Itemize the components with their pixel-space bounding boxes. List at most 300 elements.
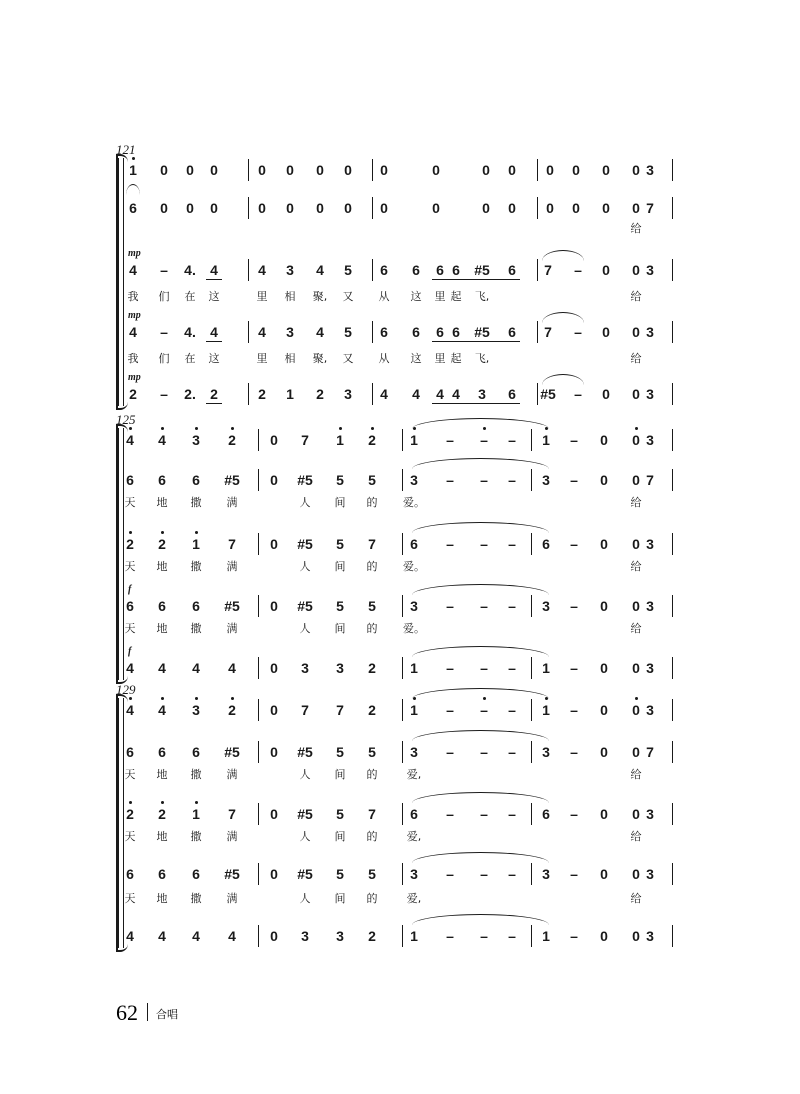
lyric-syllable: 给	[630, 892, 642, 905]
note: 6	[126, 744, 134, 760]
high-octave-dot	[231, 697, 234, 700]
note: #5	[474, 262, 490, 278]
note: 6	[410, 806, 418, 822]
lyric-syllable: 相	[284, 352, 296, 365]
tie-arc	[542, 374, 584, 385]
note: –	[574, 262, 582, 278]
note: 0	[602, 386, 610, 402]
system-barline	[123, 428, 124, 680]
note: 3	[410, 472, 418, 488]
note: 0	[380, 162, 388, 178]
beam-underline	[432, 341, 520, 342]
note: –	[570, 536, 578, 552]
lyric-syllable: 地	[156, 622, 168, 635]
note: 0	[286, 162, 294, 178]
note: 2	[126, 806, 134, 822]
slur-arc	[412, 522, 549, 533]
note: 4	[126, 432, 134, 448]
note: 2	[368, 928, 376, 944]
measure-barline	[537, 159, 538, 181]
note: 0	[632, 536, 640, 552]
note: 3	[542, 598, 550, 614]
note: 0	[344, 162, 352, 178]
note: 0	[546, 162, 554, 178]
note: 5	[336, 536, 344, 552]
measure-barline	[258, 429, 259, 451]
lyric-syllable: 天	[124, 622, 136, 635]
tie-arc	[542, 312, 584, 323]
note: 4	[129, 324, 137, 340]
note: 5	[336, 744, 344, 760]
note: 4	[412, 386, 420, 402]
measure-barline	[672, 429, 673, 451]
note: –	[508, 928, 516, 944]
measure-barline	[531, 429, 532, 451]
note: 0	[270, 744, 278, 760]
measure-barline	[402, 863, 403, 885]
measure-barline	[531, 741, 532, 763]
note: 7	[336, 702, 344, 718]
note: 1	[542, 660, 550, 676]
measure-barline	[531, 803, 532, 825]
note: 3	[646, 702, 654, 718]
measure-barline	[672, 699, 673, 721]
measure-barline	[531, 469, 532, 491]
measure-barline	[531, 533, 532, 555]
note: 6	[542, 806, 550, 822]
note: 3	[192, 432, 200, 448]
note: 3	[336, 660, 344, 676]
lyric-syllable: 里	[256, 290, 268, 303]
note: 7	[228, 806, 236, 822]
lyric-syllable: 地	[156, 830, 168, 843]
note: 4	[158, 702, 166, 718]
note: 0	[600, 598, 608, 614]
note: –	[480, 536, 488, 552]
lyric-syllable: 人	[299, 496, 311, 509]
note: 7	[301, 432, 309, 448]
lyric-syllable: 给	[630, 222, 642, 235]
high-octave-dot	[161, 697, 164, 700]
lyric-syllable: 从	[378, 290, 390, 303]
note: 0	[632, 598, 640, 614]
note: 4.	[184, 262, 196, 278]
note: –	[446, 928, 454, 944]
slur-arc	[412, 688, 549, 699]
measure-barline	[531, 925, 532, 947]
measure-barline	[402, 469, 403, 491]
note: 0	[344, 200, 352, 216]
note: 0	[210, 162, 218, 178]
note: 5	[336, 472, 344, 488]
note: 3	[646, 598, 654, 614]
slur-arc	[412, 584, 549, 595]
note: 0	[600, 928, 608, 944]
note: –	[570, 744, 578, 760]
note: 0	[270, 536, 278, 552]
note: 0	[572, 200, 580, 216]
measure-barline	[531, 657, 532, 679]
measure-barline	[672, 925, 673, 947]
note: –	[446, 536, 454, 552]
note: 6	[126, 866, 134, 882]
dynamic-marking: mp	[128, 310, 141, 321]
lyric-syllable: 爱。	[403, 496, 425, 509]
high-octave-dot	[195, 531, 198, 534]
note: 6	[508, 324, 516, 340]
note: 0	[186, 200, 194, 216]
note: 0	[316, 200, 324, 216]
slur-arc	[412, 852, 549, 863]
measure-barline	[672, 321, 673, 343]
note: 0	[632, 928, 640, 944]
note: –	[508, 598, 516, 614]
note: 5	[368, 866, 376, 882]
note: 2	[129, 386, 137, 402]
measure-barline	[672, 259, 673, 281]
lyric-syllable: 撒	[190, 830, 202, 843]
note: 7	[301, 702, 309, 718]
note: 6	[436, 324, 444, 340]
lyric-syllable: 撒	[190, 496, 202, 509]
note: 3	[192, 702, 200, 718]
note: 7	[646, 744, 654, 760]
lyric-syllable: 满	[226, 560, 238, 573]
note: 1	[410, 702, 418, 718]
note: #5	[297, 866, 313, 882]
lyric-syllable: 爱。	[403, 622, 425, 635]
note: 3	[344, 386, 352, 402]
measure-barline	[402, 429, 403, 451]
high-octave-dot	[129, 801, 132, 804]
system-barline	[123, 698, 124, 948]
note: 0	[632, 660, 640, 676]
note: 0	[600, 472, 608, 488]
high-octave-dot	[161, 801, 164, 804]
lyric-syllable: 间	[334, 892, 346, 905]
note: 1	[192, 536, 200, 552]
note: –	[570, 598, 578, 614]
note: 0	[270, 598, 278, 614]
measure-barline	[672, 469, 673, 491]
lyric-syllable: 的	[366, 622, 378, 635]
slur-arc	[412, 458, 549, 469]
high-octave-dot	[231, 427, 234, 430]
note: 6	[542, 536, 550, 552]
note: 5	[368, 744, 376, 760]
note: 3	[646, 262, 654, 278]
note: 4	[126, 928, 134, 944]
note: –	[480, 806, 488, 822]
lyric-syllable: 天	[124, 830, 136, 843]
measure-barline	[672, 197, 673, 219]
note: 0	[316, 162, 324, 178]
measure-barline	[248, 259, 249, 281]
lyric-syllable: 又	[342, 290, 354, 303]
footer-divider	[147, 1003, 148, 1021]
measure-barline	[372, 159, 373, 181]
note: 4	[158, 432, 166, 448]
lyric-syllable: 撒	[190, 892, 202, 905]
measure-barline	[672, 657, 673, 679]
note: 0	[632, 432, 640, 448]
lyric-syllable: 满	[226, 768, 238, 781]
note: 7	[544, 262, 552, 278]
lyric-syllable: 给	[630, 352, 642, 365]
note: 0	[602, 262, 610, 278]
note: 2	[228, 702, 236, 718]
lyric-syllable: 从	[378, 352, 390, 365]
note: 0	[286, 200, 294, 216]
note: 4	[192, 928, 200, 944]
lyric-syllable: 给	[630, 560, 642, 573]
dynamic-marking: mp	[128, 372, 141, 383]
high-octave-dot	[129, 697, 132, 700]
note: –	[160, 324, 168, 340]
note: #5	[297, 744, 313, 760]
measure-barline	[531, 595, 532, 617]
system-bracket	[116, 158, 119, 406]
note: 0	[632, 702, 640, 718]
lyric-syllable: 天	[124, 892, 136, 905]
system-number: 129	[116, 682, 136, 697]
note: –	[446, 472, 454, 488]
measure-barline	[531, 699, 532, 721]
lyric-syllable: 的	[366, 830, 378, 843]
lyric-syllable: 人	[299, 560, 311, 573]
slur-arc	[412, 646, 549, 657]
measure-barline	[531, 863, 532, 885]
note: 5	[344, 324, 352, 340]
note: 6	[158, 598, 166, 614]
note: –	[480, 598, 488, 614]
note: 1	[542, 432, 550, 448]
note: –	[574, 324, 582, 340]
lyric-syllable: 这	[410, 352, 422, 365]
note: 7	[646, 200, 654, 216]
note: 5	[368, 598, 376, 614]
lyric-syllable: 起	[450, 352, 462, 365]
note: #5	[224, 598, 240, 614]
note: 7	[228, 536, 236, 552]
lyric-syllable: 聚,	[312, 290, 328, 303]
system-number: 121	[116, 142, 136, 157]
note: 4	[316, 324, 324, 340]
note: 7	[544, 324, 552, 340]
note: 3	[646, 928, 654, 944]
note: 3	[301, 660, 309, 676]
lyric-syllable: 人	[299, 622, 311, 635]
note: 0	[600, 866, 608, 882]
measure-barline	[248, 321, 249, 343]
note: 0	[482, 162, 490, 178]
note: 3	[646, 866, 654, 882]
note: 0	[270, 432, 278, 448]
note: 3	[410, 866, 418, 882]
page-number: 62	[116, 1000, 138, 1025]
note: 4	[258, 262, 266, 278]
lyric-syllable: 给	[630, 496, 642, 509]
note: 0	[632, 866, 640, 882]
note: 7	[646, 472, 654, 488]
note: 6	[412, 262, 420, 278]
note: 6	[126, 598, 134, 614]
note: –	[508, 744, 516, 760]
slur-arc	[412, 418, 549, 429]
slur-arc	[412, 914, 549, 925]
note: 4.	[184, 324, 196, 340]
note: 2	[228, 432, 236, 448]
note: –	[570, 702, 578, 718]
note: 0	[600, 702, 608, 718]
high-octave-dot	[195, 697, 198, 700]
note: –	[570, 660, 578, 676]
note: 6	[452, 324, 460, 340]
note: 4	[158, 928, 166, 944]
measure-barline	[672, 595, 673, 617]
lyric-syllable: 爱。	[403, 560, 425, 573]
lyric-syllable: 人	[299, 892, 311, 905]
note: #5	[224, 472, 240, 488]
lyric-syllable: 人	[299, 830, 311, 843]
measure-barline	[258, 741, 259, 763]
note: –	[508, 660, 516, 676]
note: 4	[316, 262, 324, 278]
beam-underline	[206, 341, 222, 342]
note: 4	[380, 386, 388, 402]
high-octave-dot	[195, 801, 198, 804]
note: 5	[344, 262, 352, 278]
measure-barline	[672, 741, 673, 763]
lyric-syllable: 们	[158, 352, 170, 365]
beam-underline	[206, 403, 222, 404]
note: –	[570, 866, 578, 882]
measure-barline	[537, 197, 538, 219]
lyric-syllable: 满	[226, 622, 238, 635]
system-barline	[123, 158, 124, 406]
high-octave-dot	[132, 157, 135, 160]
note: –	[446, 866, 454, 882]
measure-barline	[258, 925, 259, 947]
note: 0	[270, 702, 278, 718]
note: 6	[410, 536, 418, 552]
high-octave-dot	[635, 697, 638, 700]
lyric-syllable: 天	[124, 560, 136, 573]
note: –	[446, 702, 454, 718]
note: #5	[297, 472, 313, 488]
note: 3	[646, 660, 654, 676]
note: 6	[508, 262, 516, 278]
measure-barline	[672, 533, 673, 555]
note: #5	[474, 324, 490, 340]
note: 1	[542, 928, 550, 944]
note: 0	[600, 536, 608, 552]
note: 4	[452, 386, 460, 402]
tie-arc	[126, 184, 140, 195]
measure-barline	[402, 595, 403, 617]
lyric-syllable: 我	[127, 290, 139, 303]
note: –	[160, 262, 168, 278]
lyric-syllable: 聚,	[312, 352, 328, 365]
lyric-syllable: 撒	[190, 622, 202, 635]
note: 3	[646, 324, 654, 340]
lyric-syllable: 间	[334, 768, 346, 781]
note: 4	[258, 324, 266, 340]
note: 1	[410, 432, 418, 448]
lyric-syllable: 里	[434, 352, 446, 365]
note: –	[508, 806, 516, 822]
lyric-syllable: 间	[334, 830, 346, 843]
note: 6	[380, 324, 388, 340]
measure-barline	[248, 159, 249, 181]
note: –	[508, 432, 516, 448]
note: 0	[270, 928, 278, 944]
note: 3	[410, 598, 418, 614]
note: 0	[270, 660, 278, 676]
note: 2.	[184, 386, 196, 402]
lyric-syllable: 间	[334, 622, 346, 635]
note: 6	[412, 324, 420, 340]
tie-arc	[542, 250, 584, 261]
note: 6	[126, 472, 134, 488]
note: 1	[336, 432, 344, 448]
lyric-syllable: 这	[410, 290, 422, 303]
note: –	[570, 432, 578, 448]
note: –	[480, 744, 488, 760]
note: 3	[286, 262, 294, 278]
note: 2	[158, 806, 166, 822]
note: 0	[432, 200, 440, 216]
lyric-syllable: 爱,	[406, 830, 422, 843]
note: 0	[600, 744, 608, 760]
measure-barline	[258, 699, 259, 721]
note: 0	[186, 162, 194, 178]
note: 5	[336, 598, 344, 614]
note: 1	[542, 702, 550, 718]
measure-barline	[402, 699, 403, 721]
note: 3	[542, 866, 550, 882]
measure-barline	[402, 657, 403, 679]
measure-barline	[672, 383, 673, 405]
measure-barline	[402, 741, 403, 763]
note: 0	[602, 324, 610, 340]
note: 4	[228, 928, 236, 944]
note: 0	[600, 432, 608, 448]
note: 6	[452, 262, 460, 278]
lyric-syllable: 给	[630, 830, 642, 843]
note: 0	[270, 866, 278, 882]
note: 6	[129, 200, 137, 216]
lyric-syllable: 飞,	[474, 352, 490, 365]
high-octave-dot	[129, 531, 132, 534]
note: 0	[572, 162, 580, 178]
high-octave-dot	[129, 427, 132, 430]
note: 1	[286, 386, 294, 402]
note: 1	[410, 660, 418, 676]
note: 0	[508, 162, 516, 178]
note: 3	[646, 536, 654, 552]
measure-barline	[372, 259, 373, 281]
note: 0	[258, 200, 266, 216]
measure-barline	[402, 925, 403, 947]
note: 3	[336, 928, 344, 944]
note: 5	[336, 866, 344, 882]
slur-arc	[412, 730, 549, 741]
lyric-syllable: 的	[366, 768, 378, 781]
note: 0	[270, 806, 278, 822]
note: 0	[600, 660, 608, 676]
lyric-syllable: 天	[124, 496, 136, 509]
